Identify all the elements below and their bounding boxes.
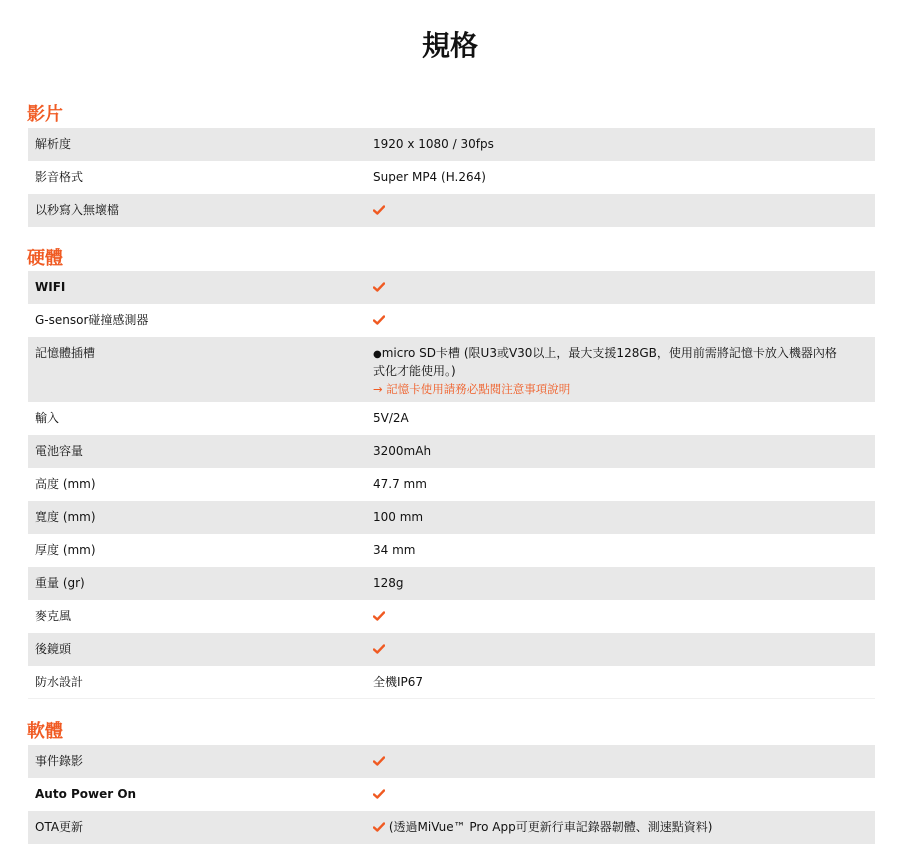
spec-value: 47.7 mm <box>373 477 427 491</box>
spec-value: 5V/2A <box>373 411 409 425</box>
spec-label: 事件錄影 <box>35 754 84 768</box>
spec-value <box>373 641 875 658</box>
spec-row-microphone <box>28 600 875 633</box>
spec-label: 防水設計 <box>35 675 84 689</box>
spec-value: 34 mm <box>373 543 416 557</box>
ota-update-note: (透過MiVue™ Pro App可更新行車記錄器韌體、測速點資料) <box>388 820 713 834</box>
spec-row-thickness <box>28 534 875 567</box>
spec-value <box>373 753 875 770</box>
spec-value: 全機IP67 <box>373 675 424 689</box>
spec-label: 記憶體插槽 <box>35 346 96 360</box>
spec-value <box>373 786 875 803</box>
checkmark-icon <box>373 611 385 621</box>
spec-label: 厚度 (mm) <box>35 543 96 557</box>
section-title-video: 影片 <box>27 104 63 125</box>
spec-row-battery <box>28 435 875 468</box>
spec-label: 後鏡頭 <box>35 642 72 656</box>
checkmark-icon <box>373 282 385 292</box>
spec-value <box>373 608 875 625</box>
spec-value <box>373 819 875 836</box>
spec-value: 3200mAh <box>373 444 432 458</box>
section-title-hardware: 硬體 <box>27 248 63 269</box>
checkmark-icon <box>373 789 385 799</box>
spec-row-event-recording <box>28 745 875 778</box>
spec-value: 128g <box>373 576 404 590</box>
spec-label: 輸入 <box>35 411 60 425</box>
spec-value <box>373 202 875 219</box>
spec-row-height <box>28 468 875 501</box>
bullet-icon: ● <box>373 349 382 360</box>
spec-row-rear-camera <box>28 633 875 666</box>
spec-value <box>373 345 875 398</box>
checkmark-icon <box>373 644 385 654</box>
spec-table-hardware <box>28 271 875 699</box>
spec-table-video <box>28 128 875 227</box>
spec-row-resolution <box>28 128 875 161</box>
spec-label: 解析度 <box>35 137 72 151</box>
checkmark-icon <box>373 822 385 832</box>
spec-row-g-sensor <box>28 304 875 337</box>
spec-label: 影音格式 <box>35 170 84 184</box>
spec-value <box>373 279 875 296</box>
spec-row-waterproof <box>28 666 875 699</box>
spec-label: 重量 (gr) <box>35 576 85 590</box>
spec-row-auto-power-on <box>28 778 875 811</box>
spec-row-ota-update <box>28 811 875 844</box>
checkmark-icon <box>373 315 385 325</box>
spec-value: 1920 x 1080 / 30fps <box>373 137 494 151</box>
spec-label: WIFI <box>35 280 66 294</box>
memory-card-notice-link[interactable]: → 記憶卡使用請務必點閱注意事項說明 <box>373 382 571 396</box>
spec-row-input <box>28 402 875 435</box>
spec-label: 寬度 (mm) <box>35 510 96 524</box>
section-title-software: 軟體 <box>27 721 63 742</box>
checkmark-icon <box>373 205 385 215</box>
spec-table-software <box>28 745 875 844</box>
spec-row-memory-slot <box>28 337 875 402</box>
spec-value: Super MP4 (H.264) <box>373 170 486 184</box>
spec-label: Auto Power On <box>35 787 137 801</box>
spec-label: OTA更新 <box>35 820 84 834</box>
spec-value: 100 mm <box>373 510 424 524</box>
spec-row-weight <box>28 567 875 600</box>
spec-label: G-sensor碰撞感測器 <box>35 313 149 327</box>
spec-value <box>373 312 875 329</box>
spec-label: 高度 (mm) <box>35 477 96 491</box>
spec-label: 以秒寫入無壞檔 <box>35 203 120 217</box>
spec-label: 麥克風 <box>35 609 72 623</box>
spec-row-width <box>28 501 875 534</box>
checkmark-icon <box>373 756 385 766</box>
page-title: 規格 <box>421 29 478 62</box>
memory-slot-description: micro SD卡槽 (限U3或V30以上，最大支援128GB，使用前需將記憶卡放入機器內格式化才能使用。) <box>373 346 837 378</box>
spec-label: 電池容量 <box>35 444 84 458</box>
spec-row-wifi <box>28 271 875 304</box>
spec-row-no-corrupt-write <box>28 194 875 227</box>
spec-row-video-format <box>28 161 875 194</box>
